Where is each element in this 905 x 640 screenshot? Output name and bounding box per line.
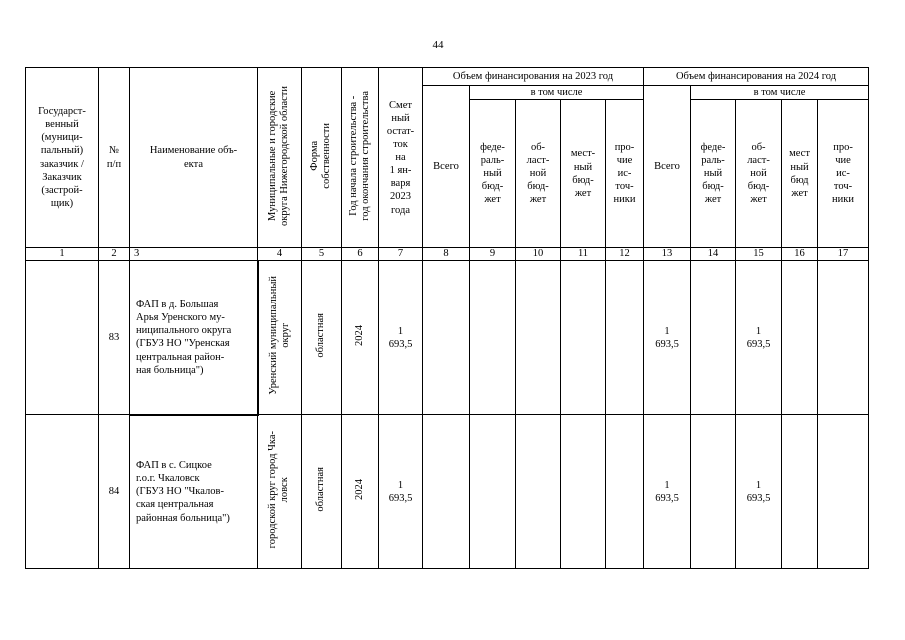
ownership-text: областная xyxy=(315,313,327,358)
header-other-2023: про- чие ис- точ- ники xyxy=(606,100,644,248)
header-regional-2024: об- ласт- ной бюд- жет xyxy=(736,100,782,248)
local-2023-cell xyxy=(561,415,606,569)
municipality-cell xyxy=(258,415,302,569)
column-number: 2 xyxy=(99,248,130,261)
column-number: 15 xyxy=(736,248,782,261)
table-row xyxy=(26,415,869,569)
local-2024-cell xyxy=(782,261,818,415)
column-numbers-row xyxy=(26,248,869,261)
regional-2023-cell xyxy=(516,415,561,569)
estimate-cell: 1 693,5 xyxy=(379,261,423,415)
column-number: 9 xyxy=(470,248,516,261)
header-municipality-text: Муниципальные и городские округа Нижегородской области xyxy=(267,85,291,226)
column-number: 8 xyxy=(423,248,470,261)
row-number: 83 xyxy=(99,261,130,415)
header-regional-2023: об- ласт- ной бюд- жет xyxy=(516,100,561,248)
regional-2024-cell: 1 693,5 xyxy=(736,261,782,415)
header-years xyxy=(342,68,379,248)
row-number: 84 xyxy=(99,415,130,569)
page-number: 44 xyxy=(432,39,444,51)
column-number: 5 xyxy=(302,248,342,261)
total-2024-cell: 1 693,5 xyxy=(644,415,691,569)
federal-2023-cell xyxy=(470,261,516,415)
financing-table xyxy=(25,67,869,569)
local-2024-cell xyxy=(782,415,818,569)
header-federal-2024: феде- раль- ный бюд- жет xyxy=(691,100,736,248)
object-name: ФАП в д. Большая Арья Уренского му- ниципального округа (ГБУЗ НО "Уренская центральная район- ная больница") xyxy=(130,261,258,415)
header-fin-2024: Объем финансирования на 2024 год xyxy=(644,68,869,86)
total-2023-cell xyxy=(423,261,470,415)
header-name: Наименование объ- екта xyxy=(130,68,258,248)
header-num: № п/п xyxy=(99,68,130,248)
local-2023-cell xyxy=(561,261,606,415)
federal-2024-cell xyxy=(691,261,736,415)
ownership-text: областная xyxy=(315,467,327,512)
regional-2023-cell xyxy=(516,261,561,415)
header-other-2024: про- чие ис- точ- ники xyxy=(818,100,869,248)
years-cell xyxy=(342,261,379,415)
header-fin-2023: Объем финансирования на 2023 год xyxy=(423,68,644,86)
municipality-cell xyxy=(258,261,302,415)
header-years-text: Год начала строительства - год окончания строительства xyxy=(347,90,371,221)
header-estimate: Смет ный остат- ток на 1 ян- варя 2023 года xyxy=(379,68,423,248)
header-federal-2023: феде- раль- ный бюд- жет xyxy=(470,100,516,248)
years-text: 2024 xyxy=(353,325,365,347)
column-number: 6 xyxy=(342,248,379,261)
total-2024-cell: 1 693,5 xyxy=(644,261,691,415)
federal-2023-cell xyxy=(470,415,516,569)
header-ownership xyxy=(302,68,342,248)
header-local-2023: мест- ный бюд- жет xyxy=(561,100,606,248)
table-row xyxy=(26,261,869,415)
municipality-text: городской круг город Чка- ловск xyxy=(267,430,291,549)
other-2023-cell xyxy=(606,415,644,569)
header-customer: Государст- венный (муници- пальный) заказчик / Заказчик (застрой- щик) xyxy=(26,68,99,248)
estimate-cell: 1 693,5 xyxy=(379,415,423,569)
years-cell xyxy=(342,415,379,569)
ownership-cell xyxy=(302,261,342,415)
column-number: 1 xyxy=(26,248,99,261)
column-number: 12 xyxy=(606,248,644,261)
municipality-text: Уренский муниципальный округ xyxy=(267,276,291,395)
federal-2024-cell xyxy=(691,415,736,569)
total-2023-cell xyxy=(423,415,470,569)
ownership-cell xyxy=(302,415,342,569)
regional-2024-cell: 1 693,5 xyxy=(736,415,782,569)
column-number: 17 xyxy=(818,248,869,261)
object-name: ФАП в с. Сицкое г.о.г. Чкаловск (ГБУЗ НО "Чкалов- ская центральная районная больница") xyxy=(130,415,258,569)
column-number: 7 xyxy=(379,248,423,261)
header-incl-2023: в том числе xyxy=(470,86,644,100)
header-incl-2024: в том числе xyxy=(691,86,869,100)
column-number: 16 xyxy=(782,248,818,261)
header-total-2024: Всего xyxy=(644,86,691,248)
column-number: 14 xyxy=(691,248,736,261)
other-2024-cell xyxy=(818,415,869,569)
column-number: 3 xyxy=(130,248,258,261)
column-number: 11 xyxy=(561,248,606,261)
customer-cell xyxy=(26,261,99,415)
column-number: 13 xyxy=(644,248,691,261)
header-ownership-text: Форма собственности xyxy=(309,122,333,189)
header-municipality xyxy=(258,68,302,248)
years-text: 2024 xyxy=(353,479,365,501)
header-row-1 xyxy=(26,68,869,86)
column-number: 4 xyxy=(258,248,302,261)
customer-cell xyxy=(26,415,99,569)
other-2024-cell xyxy=(818,261,869,415)
other-2023-cell xyxy=(606,261,644,415)
header-local-2024: мест ный бюд жет xyxy=(782,100,818,248)
column-number: 10 xyxy=(516,248,561,261)
header-total-2023: Всего xyxy=(423,86,470,248)
